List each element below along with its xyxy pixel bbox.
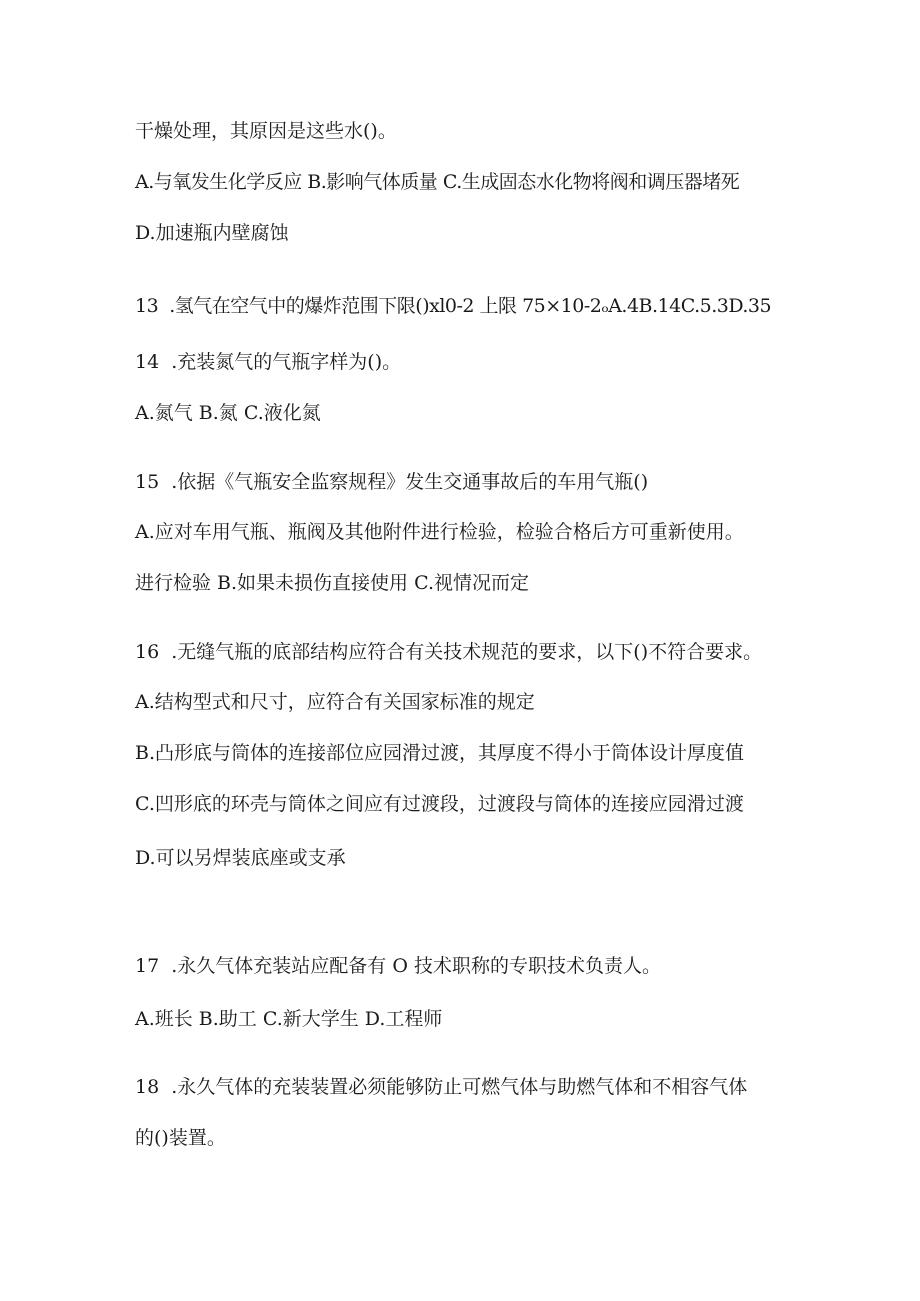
question-15-option-a: A.应对车用气瓶、瓶阀及其他附件进行检验，检验合格后方可重新使用。: [135, 521, 744, 543]
question-16-option-c: C.凹形底的环壳与筒体之间应有过渡段，过渡段与筒体的连接应园滑过渡: [135, 793, 744, 815]
text-line-2: A.与氧发生化学反应 B.影响气体质量 C.生成固态水化物将阀和调压器堵死: [135, 171, 740, 193]
text-line-1: 干燥处理，其原因是这些水()。: [135, 120, 397, 142]
question-16-option-a: A.结构型式和尺寸，应符合有关国家标准的规定: [135, 691, 535, 713]
question-14-options: A.氮气 B.氮 C.液化氮: [135, 402, 321, 424]
question-16-option-b: B.凸形底与筒体的连接部位应园滑过渡，其厚度不得小于筒体设计厚度值: [135, 742, 745, 764]
question-16-option-d: D.可以另焊装底座或支承: [135, 847, 346, 869]
question-15: 15 .依据《气瓶安全监察规程》发生交通事故后的车用气瓶(): [135, 471, 649, 493]
question-13: 13 .氢气在空气中的爆炸范围下限()xl0-2 上限 75×10-2ₒA.4B.14C.5.3D.35: [135, 295, 772, 317]
question-18: 18 .永久气体的充装装置必须能够防止可燃气体与助燃气体和不相容气体: [135, 1076, 748, 1098]
question-17-options: A.班长 B.助工 C.新大学生 D.工程师: [135, 1008, 443, 1030]
text-line-3: D.加速瓶内壁腐蚀: [135, 222, 289, 244]
question-17: 17 .永久气体充装站应配备有 O 技术职称的专职技术负责人。: [135, 955, 661, 977]
question-16: 16 .无缝气瓶的底部结构应符合有关技术规范的要求，以下()不符合要求。: [135, 641, 763, 663]
question-18-continued: 的()装置。: [135, 1127, 226, 1149]
question-14: 14 .充装氮气的气瓶字样为()。: [135, 351, 402, 373]
question-15-options-bc: 进行检验 B.如果未损伤直接使用 C.视情况而定: [135, 572, 529, 594]
